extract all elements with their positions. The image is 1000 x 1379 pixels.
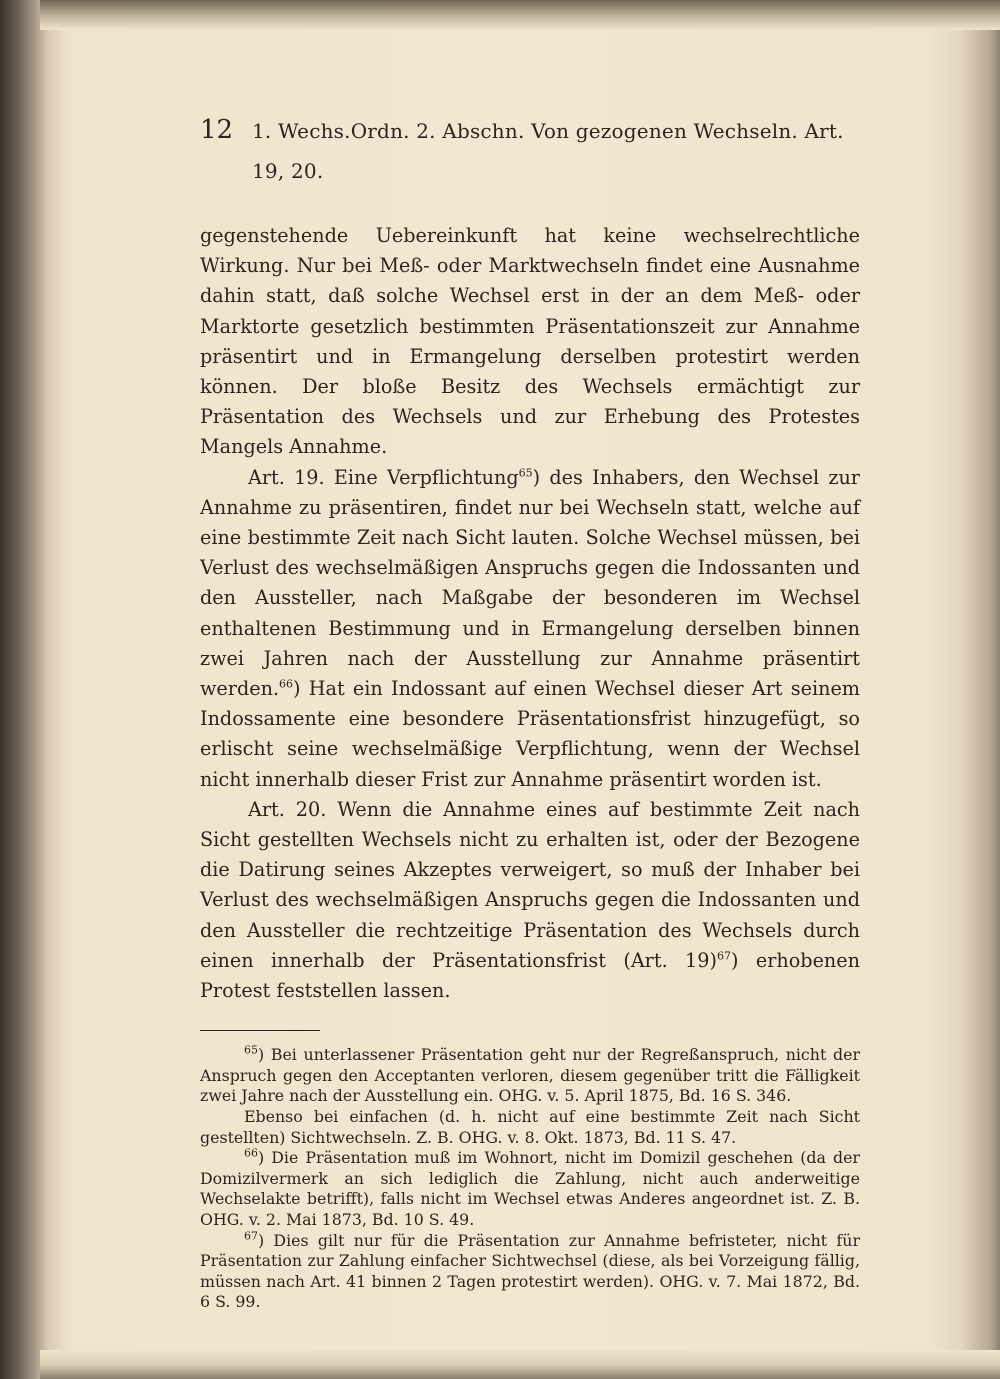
footnote-66-text: ) Die Präsentation muß im Wohnort, nicht im Domizil geschehen (da der Domizilvermerk an sich lediglich die Zahlung, nicht auch anderweitige Wechselakte betrifft), falls nicht im Wechsel etwas Anderes angeordnet ist. Z. B. OHG. v. 2. Mai 1873, Bd. 10 S. 49. bbox=[200, 1148, 860, 1230]
footnote-divider bbox=[200, 1030, 320, 1031]
paragraph-art-20 bbox=[200, 795, 860, 1006]
running-head bbox=[200, 110, 860, 191]
art-20-text-a: Art. 20. Wenn die Annahme eines auf bestimmte Zeit nach Sicht gestellten Wechsels nicht zu erhalten ist, oder der Bezogene die Datirung seines Akzeptes verweigert, so muß der Inhaber bei Verlust des wechselmäßigen Anspruchs gegen die Indossanten und den Aussteller die rechtzeitige Präsentation des Wechsels durch einen innerhalb der Präsentationsfrist (Art. 19) bbox=[200, 797, 860, 972]
footnote-65-number: 65 bbox=[244, 1044, 258, 1058]
footnote-65-continuation: Ebenso bei einfachen (d. h. nicht auf eine bestimmte Zeit nach Sicht gestellten) Sichtwechseln. Z. B. OHG. v. 8. Okt. 1873, Bd. 11 S. 47. bbox=[200, 1107, 860, 1147]
footnote-65 bbox=[200, 1045, 860, 1107]
page-number: 12 bbox=[200, 115, 234, 145]
main-text bbox=[200, 221, 860, 1006]
art-19-text-c: ) Hat ein Indossant auf einen Wechsel dieser Art seinem Indossamente eine besondere Präsentationsfrist hinzugefügt, so erlischt seine wechselmäßige Verpflichtung, wenn der Wechsel nicht innerhalb dieser Frist zur Annahme präsentirt worden ist. bbox=[200, 677, 860, 791]
paragraph-art-19 bbox=[200, 463, 860, 795]
running-head-title: 1. Wechs.Ordn. 2. Abschn. Von gezogenen Wechseln. Art. 19, 20. bbox=[252, 119, 844, 183]
footnote-66 bbox=[200, 1148, 860, 1230]
paragraph-continuation: gegenstehende Uebereinkunft hat keine wechselrechtliche Wirkung. Nur bei Meß- oder Marktwechseln findet eine Ausnahme dahin statt, daß solche Wechsel erst in der an dem Meß- oder Marktorte gesetzlich bestimmten Präsentationszeit zur Annahme präsentirt und in Ermangelung derselben protestirt werden können. Der bloße Besitz des Wechsels ermächtigt zur Präsentation des Wechsels und zur Erhebung des Protestes Mangels Annahme. bbox=[200, 224, 860, 459]
page-content bbox=[200, 110, 860, 1313]
page-edge-top bbox=[40, 0, 1000, 30]
footnote-67-text: ) Dies gilt nur für die Präsentation zur Annahme befristeter, nicht für Präsentation zur Zahlung einfacher Sichtwechsel (diese, als bei Vorzeigung fällig, müssen nach Art. 41 binnen 2 Tagen protestirt werden). OHG. v. 7. Mai 1872, Bd. 6 S. 99. bbox=[200, 1230, 860, 1312]
art-20-text-b: ) erhobenen Protest feststellen lassen. bbox=[200, 948, 860, 1003]
footnote-65-text: ) Bei unterlassener Präsentation geht nur der Regreßanspruch, nicht der Anspruch gegen den Acceptanten verloren, diesem gegenüber tritt die Fälligkeit zwei Jahre nach der Ausstellung ein. OHG. v. 5. April 1875, Bd. 16 S. 346. bbox=[200, 1045, 860, 1106]
footnote-67 bbox=[200, 1231, 860, 1313]
page-edge-bottom bbox=[40, 1350, 1000, 1379]
footnote-ref-67[interactable]: 67 bbox=[716, 949, 731, 963]
footnote-ref-65[interactable]: 65 bbox=[518, 466, 533, 480]
art-19-text-b: ) des Inhabers, den Wechsel zur Annahme zu präsentiren, findet nur bei Wechseln statt, welche auf eine bestimmte Zeit nach Sicht lauten. Solche Wechsel müssen, bei Verlust des wechselmäßigen Anspruchs gegen die Indossanten und den Aussteller, nach Maßgabe der besonderen im Wechsel enthaltenen Bestimmung und in Ermangelung derselben binnen zwei Jahren nach der Ausstellung zur Annahme präsentirt werden. bbox=[200, 465, 860, 701]
footnote-ref-66[interactable]: 66 bbox=[279, 677, 294, 691]
footnote-67-number: 67 bbox=[244, 1229, 258, 1243]
art-19-text-a: Art. 19. Eine Verpflichtung bbox=[248, 465, 519, 489]
footnote-66-number: 66 bbox=[244, 1146, 258, 1160]
footnotes bbox=[200, 1045, 860, 1313]
